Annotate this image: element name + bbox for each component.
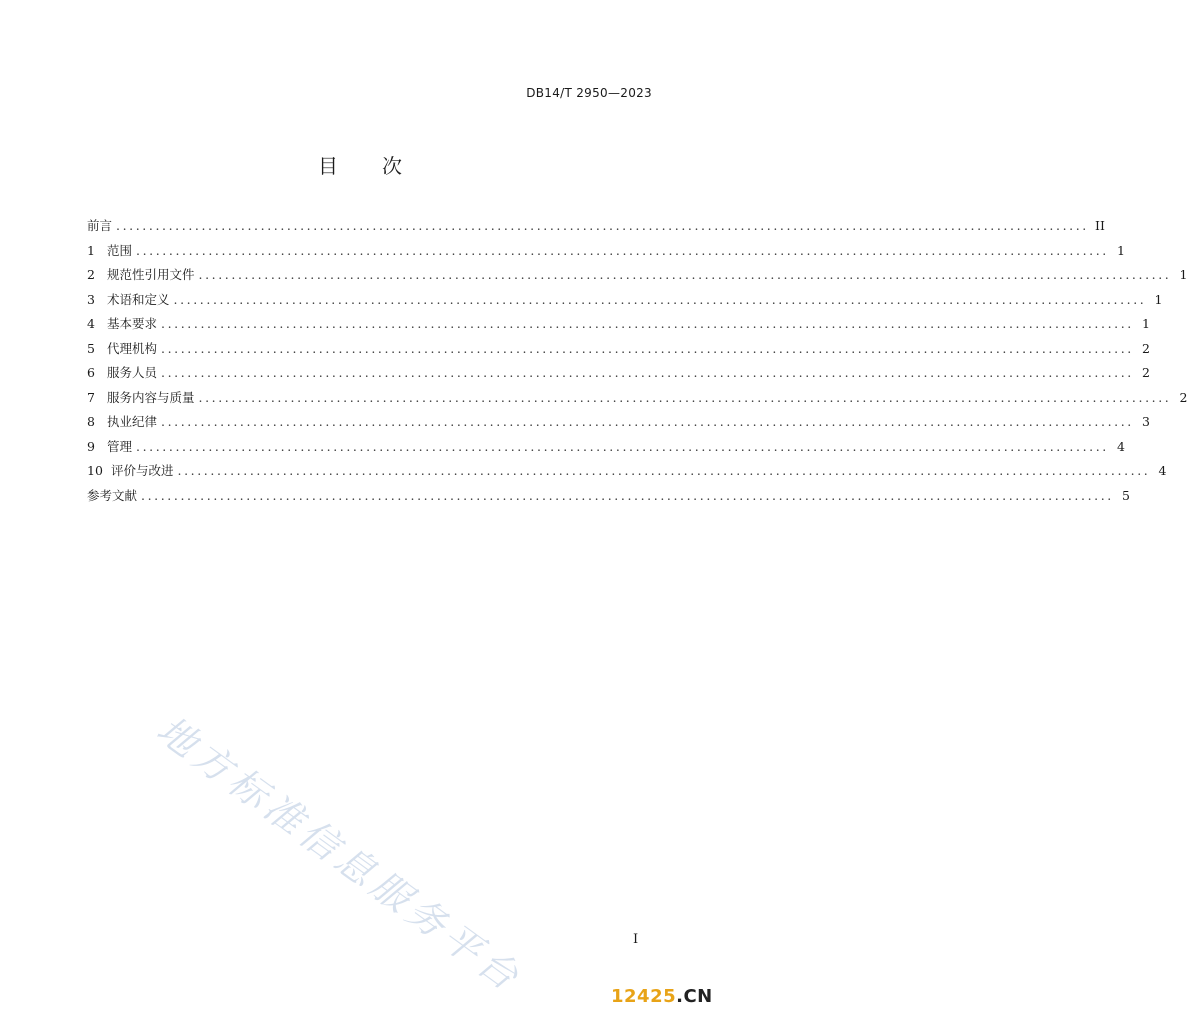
toc-entry[interactable] (87, 435, 1125, 460)
logo-suffix: .CN (676, 986, 713, 1007)
toc-entry-number: 2 (87, 267, 95, 282)
toc-entry-page: 1 (1179, 267, 1187, 282)
toc-entry-label: 服务内容与质量 (107, 389, 195, 405)
toc-leader-dots: .................................................................................................................................................... (198, 389, 1172, 405)
toc-entry-number: 3 (87, 291, 95, 307)
toc-entry[interactable] (87, 484, 1130, 509)
toc-leader-dots: .................................................................................................................................................... (177, 463, 1151, 478)
toc-entry[interactable] (87, 312, 1150, 337)
title-char-2: 次 (382, 154, 402, 178)
toc-leader-dots: .................................................................................................................................................... (116, 218, 1089, 233)
title-char-1: 目 (318, 154, 338, 178)
toc-entry[interactable] (87, 337, 1150, 362)
toc-entry-number: 5 (87, 340, 95, 356)
toc-entry-page: 1 (1116, 242, 1125, 258)
page-title (0, 150, 720, 179)
toc-entry-number: 7 (87, 389, 95, 405)
toc-entry[interactable] (87, 361, 1150, 386)
toc-entry-page: 1 (1141, 316, 1150, 331)
toc-entry-number: 6 (87, 365, 95, 380)
toc-entry[interactable] (87, 459, 1167, 484)
toc-entry-page: II (1095, 218, 1105, 233)
toc-entry-label: 参考文献 (87, 487, 138, 503)
toc-entry[interactable] (87, 410, 1150, 435)
toc-leader-dots: .................................................................................................................................................... (161, 316, 1134, 331)
toc-entry-label: 服务人员 (107, 365, 158, 380)
site-logo (611, 986, 713, 1007)
toc-leader-dots: .................................................................................................................................................... (136, 242, 1109, 258)
toc-entry-page: 2 (1179, 389, 1187, 405)
toc-leader-dots: .................................................................................................................................................... (173, 291, 1147, 307)
toc-entry-page: 1 (1154, 291, 1163, 307)
toc-leader-dots: .................................................................................................................................................... (198, 267, 1172, 282)
toc-entry-label: 范围 (107, 242, 133, 258)
logo-number: 12425 (611, 986, 677, 1007)
table-of-contents (87, 214, 1187, 508)
toc-entry-label: 管理 (107, 438, 133, 454)
toc-entry-number: 4 (87, 316, 95, 331)
watermark: 地方标准信息服务平台 (148, 707, 531, 1002)
toc-leader-dots: .................................................................................................................................................... (161, 340, 1134, 356)
toc-entry-label: 代理机构 (107, 340, 158, 356)
toc-leader-dots: .................................................................................................................................................... (161, 414, 1134, 429)
toc-entry-number: 10 (87, 463, 103, 478)
toc-leader-dots: .................................................................................................................................................... (141, 487, 1114, 503)
toc-entry-page: 4 (1116, 438, 1125, 454)
toc-entry-label: 前言 (87, 218, 113, 233)
toc-leader-dots: .................................................................................................................................................... (161, 365, 1134, 380)
toc-entry-page: 2 (1141, 340, 1150, 356)
toc-entry[interactable] (87, 263, 1187, 288)
toc-leader-dots: .................................................................................................................................................... (136, 438, 1109, 454)
toc-entry-label: 执业纪律 (107, 414, 158, 429)
toc-entry-label: 基本要求 (107, 316, 158, 331)
toc-entry-page: 4 (1158, 463, 1167, 478)
toc-entry-page: 5 (1121, 487, 1130, 503)
toc-entry[interactable] (87, 386, 1187, 411)
toc-entry-label: 评价与改进 (111, 463, 174, 478)
toc-entry-page: 3 (1141, 414, 1150, 429)
toc-entry[interactable] (87, 214, 1105, 239)
toc-entry-number: 8 (87, 414, 95, 429)
toc-entry-number: 1 (87, 242, 95, 258)
toc-entry-label: 术语和定义 (107, 291, 170, 307)
page-number: I (633, 932, 639, 947)
toc-entry-page: 2 (1141, 365, 1150, 380)
toc-entry[interactable] (87, 288, 1163, 313)
toc-entry[interactable] (87, 239, 1125, 264)
document-code: DB14/T 2950—2023 (526, 86, 652, 100)
toc-entry-label: 规范性引用文件 (107, 267, 195, 282)
toc-entry-number: 9 (87, 438, 95, 454)
